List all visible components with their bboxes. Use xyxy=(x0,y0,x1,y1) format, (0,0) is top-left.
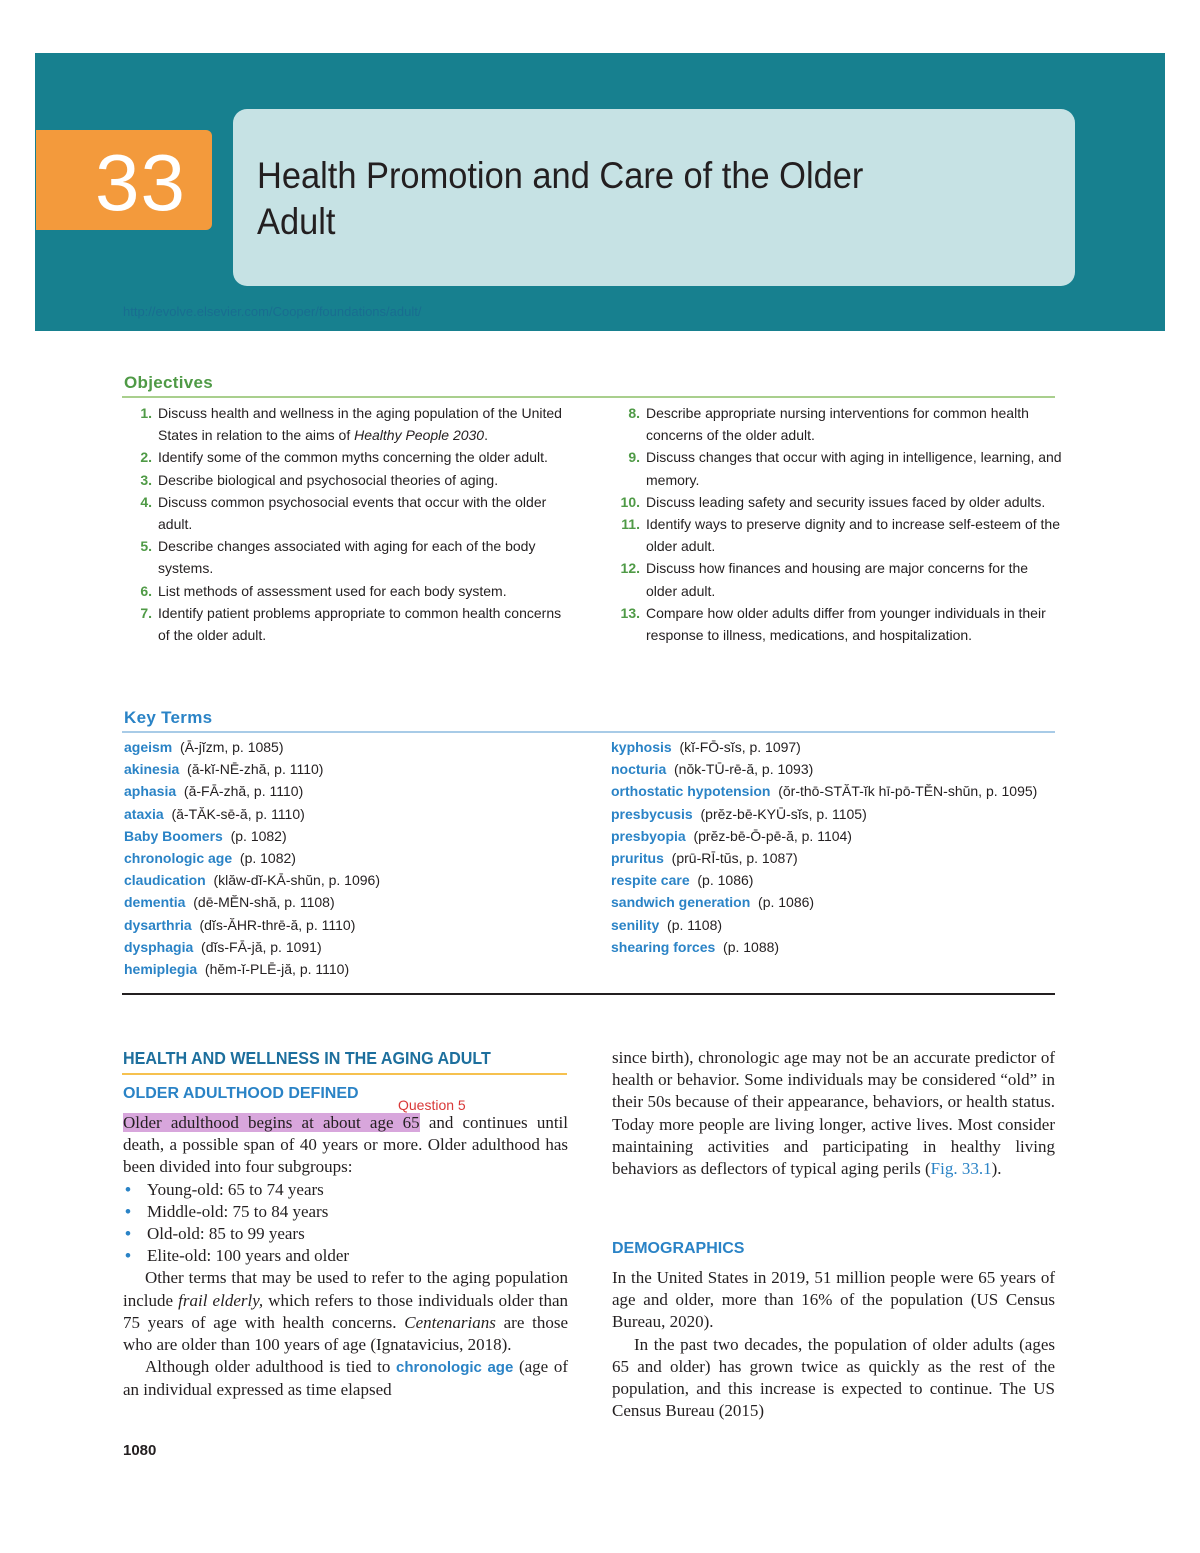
objective-item: 5. Describe changes associated with aging for each of the body systems. xyxy=(140,538,536,577)
paragraph: In the past two decades, the population of older adults (ages 65 and older) has grown twice as quickly as the rest of the population, and this increase is expected to continue. The US Census Bureau (2015) xyxy=(612,1334,1055,1421)
body-column-right-lower xyxy=(612,1267,1055,1422)
key-term: nocturia (nŏk-TŪ-rē-ă, p. 1093) xyxy=(611,761,814,778)
key-term: ageism (Ā-jĭzm, p. 1085) xyxy=(124,739,284,755)
objectives-heading: Objectives xyxy=(124,373,213,392)
objective-item: 7. Identify patient problems appropriate to common health concerns of the older adult. xyxy=(140,604,562,644)
chapter-number: 33 xyxy=(95,138,186,227)
key-terms-list-right xyxy=(611,736,1061,958)
key-term: senility (p. 1108) xyxy=(611,916,723,933)
subsection-heading: OLDER ADULTHOOD DEFINED xyxy=(123,1085,359,1102)
paragraph: Although older adulthood is tied to chronologic age (age of an individual expressed as time elapsed xyxy=(123,1357,568,1400)
objective-item: 13. Compare how older adults differ from younger individuals in their response to illness, medications, and hospitalization. xyxy=(620,604,1046,644)
key-term: chronologic age (p. 1082) xyxy=(124,850,296,867)
objectives-divider xyxy=(122,396,1055,398)
key-term: claudication (klăw-dĭ-KĀ-shŭn, p. 1096) xyxy=(124,872,380,889)
objective-item: 8. Describe appropriate nursing interventions for common health concerns of the older adult. xyxy=(628,405,1029,444)
objective-item: 10. Discuss leading safety and security issues faced by older adults. xyxy=(620,493,1046,510)
objectives-list-right xyxy=(612,402,1062,646)
key-term: orthostatic hypotension (ŏr-thō-STĂT-ĭk hī-pō-TĔN-shŭn, p. 1095) xyxy=(611,783,1038,800)
question-annotation: Question 5 xyxy=(398,1097,466,1113)
chapter-title-box xyxy=(233,109,1075,286)
paragraph: In the United States in 2019, 51 million people were 65 years of age and older, more than 16% of the population (US Census Bureau, 2020). xyxy=(612,1268,1055,1332)
evolve-url-link[interactable]: http://evolve.elsevier.com/Cooper/foundations/adult/ xyxy=(123,304,422,319)
figure-link[interactable]: Fig. 33.1 xyxy=(930,1159,992,1179)
objective-item: 11. Identify ways to preserve dignity and to increase self-esteem of the older adult. xyxy=(621,516,1060,555)
objective-item: 1. Discuss health and wellness in the aging population of the United States in relation to the aims of Healthy People 2030. xyxy=(140,405,562,444)
objective-item: 12. Discuss how finances and housing are major concerns for the older adult. xyxy=(620,560,1029,599)
section-heading: HEALTH AND WELLNESS IN THE AGING ADULT xyxy=(123,1048,491,1068)
highlighted-text: Older adulthood begins at about age 65 xyxy=(123,1113,420,1132)
key-term: hemiplegia (hĕm-ĭ-PLĒ-jă, p. 1110) xyxy=(124,961,350,978)
objective-item: 9. Discuss changes that occur with aging in intelligence, learning, and memory. xyxy=(628,449,1062,488)
subgroup-list xyxy=(123,1179,568,1268)
key-term: dysphagia (dĭs-FĀ-jă, p. 1091) xyxy=(124,938,322,955)
key-term: aphasia (ă-FĀ-zhă, p. 1110) xyxy=(124,783,304,800)
key-term: akinesia (ă-kĭ-NĒ-zhă, p. 1110) xyxy=(124,761,324,778)
demographics-heading: DEMOGRAPHICS xyxy=(612,1240,745,1257)
list-item: • Middle-old: 75 to 84 years xyxy=(123,1201,568,1223)
key-term: sandwich generation (p. 1086) xyxy=(611,894,815,911)
key-term: shearing forces (p. 1088) xyxy=(611,938,780,955)
key-terms-list-left xyxy=(124,736,584,980)
key-term: respite care (p. 1086) xyxy=(611,872,754,889)
body-column-right xyxy=(612,1047,1055,1180)
key-term: Baby Boomers (p. 1082) xyxy=(124,827,287,844)
glossary-term: chronologic age xyxy=(396,1359,514,1377)
list-item: • Elite-old: 100 years and older xyxy=(123,1245,568,1267)
key-terms-divider xyxy=(122,731,1055,733)
objective-item: 2. Identify some of the common myths concerning the older adult. xyxy=(140,449,548,466)
objective-item: 6. List methods of assessment used for each body system. xyxy=(140,582,507,599)
chapter-title: Health Promotion and Care of the Older Adult xyxy=(257,155,864,242)
key-term: dementia (dē-MĔN-shă, p. 1108) xyxy=(124,894,335,911)
body-column-left xyxy=(123,1112,568,1402)
objective-item: 4. Discuss common psychosocial events that occur with the older adult. xyxy=(140,493,547,533)
section-divider xyxy=(122,993,1055,995)
paragraph: since birth), chronologic age may not be an accurate predictor of health or behavior. Some individuals may be considered “old” in their 50s because of their appearance, behaviors, or health status. Today more people are living longer, active lives. Most consider maintaining activities and participating in healthy living behaviors as deflectors of typical aging perils (Fig. 33.1). xyxy=(612,1048,1055,1179)
key-term: pruritus (prū-RĪ-tŭs, p. 1087) xyxy=(611,850,798,867)
key-term: dysarthria (dĭs-ĂHR-thrē-ă, p. 1110) xyxy=(124,916,356,933)
key-terms-heading: Key Terms xyxy=(124,708,213,727)
list-item: • Old-old: 85 to 99 years xyxy=(123,1223,568,1245)
key-term: ataxia (ă-TĂK-sē-ă, p. 1110) xyxy=(124,805,305,822)
key-term: kyphosis (kĭ-FŌ-sĭs, p. 1097) xyxy=(611,739,801,755)
list-item: • Young-old: 65 to 74 years xyxy=(123,1179,568,1201)
page-number: 1080 xyxy=(123,1442,157,1459)
section-heading-underline xyxy=(122,1073,567,1075)
key-term: presbycusis (prĕz-bē-KYŪ-sĭs, p. 1105) xyxy=(611,805,867,822)
paragraph: Other terms that may be used to refer to the aging population include frail elderly, which refers to those individuals older than 75 years of age with health concerns. Centenarians are those who are older than 100 years of age (Ignatavicius, 2018). xyxy=(123,1268,569,1355)
key-term: presbyopia (prĕz-bē-Ō-pē-ă, p. 1104) xyxy=(611,827,852,844)
paragraph: Older adulthood begins at about age 65 and continues until death, a possible span of 40 years or more. Older adulthood has been divided into four subgroups: xyxy=(123,1113,568,1177)
objectives-list-left xyxy=(124,402,564,646)
objective-item: 3. Describe biological and psychosocial theories of aging. xyxy=(140,471,499,488)
